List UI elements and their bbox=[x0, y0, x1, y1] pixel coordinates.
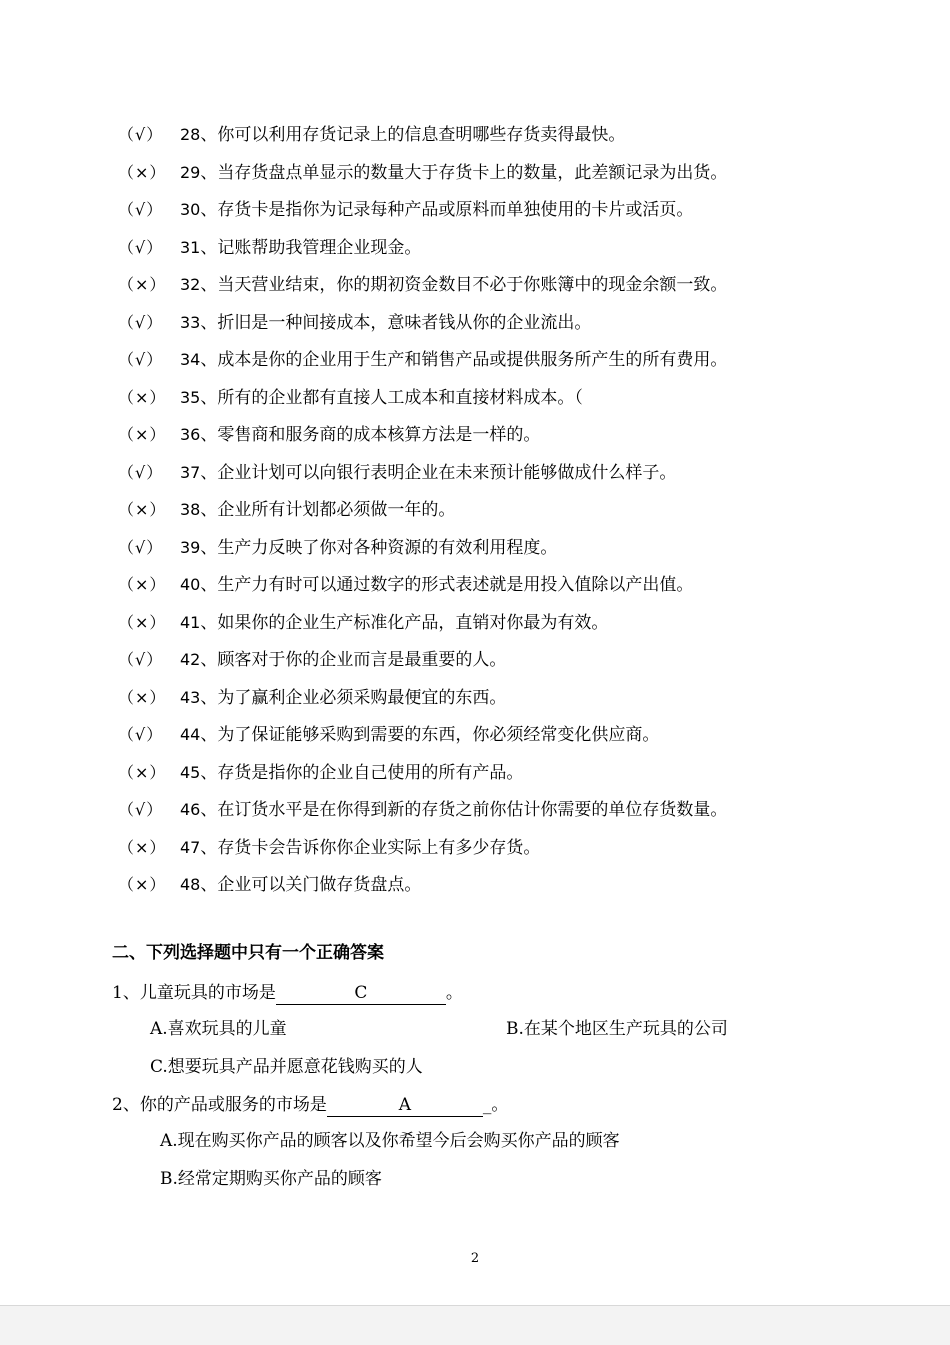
question-number: 28 bbox=[180, 125, 201, 144]
list-item bbox=[118, 341, 898, 379]
question-text: 、记账帮助我管理企业现金。 bbox=[200, 237, 422, 258]
question-number: 32 bbox=[180, 275, 201, 294]
answer-blank-2: A bbox=[327, 1094, 483, 1117]
question-number: 46 bbox=[180, 800, 201, 819]
page-gap-strip bbox=[0, 1305, 950, 1345]
list-item bbox=[118, 791, 898, 829]
question-number: 45 bbox=[180, 762, 201, 782]
answer-blank-1: C bbox=[276, 982, 446, 1005]
list-item bbox=[118, 116, 898, 154]
list-item bbox=[118, 454, 898, 492]
question-text: 、存货卡是指你为记录每种产品或原料而单独使用的卡片或活页。 bbox=[200, 200, 694, 220]
question-number: 37 bbox=[180, 462, 201, 482]
question-number: 39 bbox=[180, 537, 201, 557]
question-number: 36 bbox=[180, 425, 201, 444]
list-item bbox=[118, 229, 898, 267]
list-item bbox=[118, 866, 898, 904]
answer-mark: （√） bbox=[118, 725, 164, 744]
answer-mark: （×） bbox=[118, 762, 167, 782]
list-item bbox=[118, 641, 898, 679]
list-item bbox=[118, 491, 898, 529]
question-number: 34 bbox=[180, 350, 201, 369]
q2-option-a: A.现在购买你产品的顾客以及你希望今后会购买你产品的顾客 bbox=[160, 1131, 620, 1151]
list-item bbox=[118, 829, 898, 867]
question-1 bbox=[112, 980, 463, 1006]
list-item bbox=[118, 304, 898, 342]
question-text: 、存货卡会告诉你你企业实际上有多少存货。 bbox=[200, 837, 541, 858]
answer-mark: （√） bbox=[118, 237, 164, 257]
question-number: 30 bbox=[180, 200, 201, 219]
question-2-suffix: _。 bbox=[482, 1095, 509, 1115]
answer-mark: （×） bbox=[118, 687, 167, 707]
question-number: 43 bbox=[180, 687, 201, 707]
list-item bbox=[118, 191, 898, 229]
q1-option-c: C.想要玩具产品并愿意花钱购买的人 bbox=[150, 1057, 423, 1077]
question-1-prefix: 1、儿童玩具的市场是 bbox=[112, 983, 276, 1003]
question-1-suffix: 。 bbox=[445, 983, 463, 1003]
question-2-prefix: 2、你的产品或服务的市场是 bbox=[112, 1095, 327, 1115]
question-text: 、生产力有时可以通过数字的形式表述就是用投入值除以产出值。 bbox=[200, 575, 694, 595]
question-number: 35 bbox=[180, 387, 201, 407]
question-text: 、存货是指你的企业自己使用的所有产品。 bbox=[200, 762, 524, 783]
q1-option-a: A.喜欢玩具的儿童 bbox=[150, 1019, 287, 1039]
list-item bbox=[118, 379, 898, 417]
answer-mark: （√） bbox=[118, 350, 164, 369]
answer-mark: （×） bbox=[118, 575, 167, 594]
question-number: 40 bbox=[180, 575, 201, 594]
list-item bbox=[118, 154, 898, 192]
question-text: 、成本是你的企业用于生产和销售产品或提供服务所产生的所有费用。 bbox=[200, 350, 728, 370]
answer-mark: （√） bbox=[118, 200, 164, 219]
question-text: 、所有的企业都有直接人工成本和直接材料成本。（ bbox=[200, 387, 583, 408]
question-number: 31 bbox=[180, 237, 201, 257]
q1-option-b: B.在某个地区生产玩具的公司 bbox=[506, 1019, 728, 1039]
question-text: 、企业所有计划都必须做一年的。 bbox=[200, 500, 456, 520]
section-title: 二、下列选择题中只有一个正确答案 bbox=[112, 943, 384, 963]
answer-mark: （√） bbox=[118, 312, 164, 332]
question-text: 、企业计划可以向银行表明企业在未来预计能够做成什么样子。 bbox=[200, 462, 677, 483]
question-text: 、当天营业结束，你的期初资金数目不必于你账簿中的现金余额一致。 bbox=[200, 275, 728, 295]
question-number: 29 bbox=[180, 162, 201, 182]
answer-mark: （×） bbox=[118, 275, 167, 294]
question-number: 47 bbox=[180, 837, 201, 857]
list-item bbox=[118, 529, 898, 567]
answer-mark: （×） bbox=[118, 500, 167, 519]
question-number: 33 bbox=[180, 312, 201, 332]
question-text: 、你可以利用存货记录上的信息查明哪些存货卖得最快。 bbox=[200, 125, 626, 145]
question-text: 、零售商和服务商的成本核算方法是一样的。 bbox=[200, 425, 541, 445]
question-text: 、企业可以关门做存货盘点。 bbox=[200, 875, 422, 895]
question-text: 、为了保证能够采购到需要的东西，你必须经常变化供应商。 bbox=[200, 725, 660, 745]
question-2 bbox=[112, 1092, 508, 1118]
question-text: 、在订货水平是在你得到新的存货之前你估计你需要的单位存货数量。 bbox=[200, 800, 728, 820]
question-number: 48 bbox=[180, 875, 201, 894]
answer-mark: （×） bbox=[118, 425, 167, 444]
question-text: 、顾客对于你的企业而言是最重要的人。 bbox=[200, 650, 507, 670]
list-item bbox=[118, 754, 898, 792]
list-item bbox=[118, 566, 898, 604]
question-number: 41 bbox=[180, 612, 201, 632]
answer-mark: （√） bbox=[118, 125, 164, 144]
answer-mark: （×） bbox=[118, 875, 167, 894]
question-number: 42 bbox=[180, 650, 201, 669]
answer-mark: （√） bbox=[118, 462, 164, 482]
question-text: 、折旧是一种间接成本，意味者钱从你的企业流出。 bbox=[200, 312, 592, 333]
list-item bbox=[118, 266, 898, 304]
answer-mark: （√） bbox=[118, 537, 164, 557]
answer-mark: （×） bbox=[118, 162, 167, 182]
answer-mark: （√） bbox=[118, 650, 164, 669]
answer-mark: （√） bbox=[118, 800, 164, 819]
question-text: 、如果你的企业生产标准化产品，直销对你最为有效。 bbox=[200, 612, 609, 633]
question-number: 38 bbox=[180, 500, 201, 519]
answer-mark: （×） bbox=[118, 837, 167, 857]
page-number: 2 bbox=[470, 1251, 480, 1266]
list-item bbox=[118, 679, 898, 717]
question-text: 、生产力反映了你对各种资源的有效利用程度。 bbox=[200, 537, 558, 558]
question-number: 44 bbox=[180, 725, 201, 744]
answer-mark: （×） bbox=[118, 612, 167, 632]
question-text: 、为了赢利企业必须采购最便宜的东西。 bbox=[200, 687, 507, 708]
question-text: 、当存货盘点单显示的数量大于存货卡上的数量，此差额记录为出货。 bbox=[200, 162, 728, 183]
true-false-list bbox=[118, 116, 898, 904]
answer-mark: （×） bbox=[118, 387, 167, 407]
list-item bbox=[118, 416, 898, 454]
list-item bbox=[118, 604, 898, 642]
list-item bbox=[118, 716, 898, 754]
q2-option-b: B.经常定期购买你产品的顾客 bbox=[160, 1169, 382, 1189]
